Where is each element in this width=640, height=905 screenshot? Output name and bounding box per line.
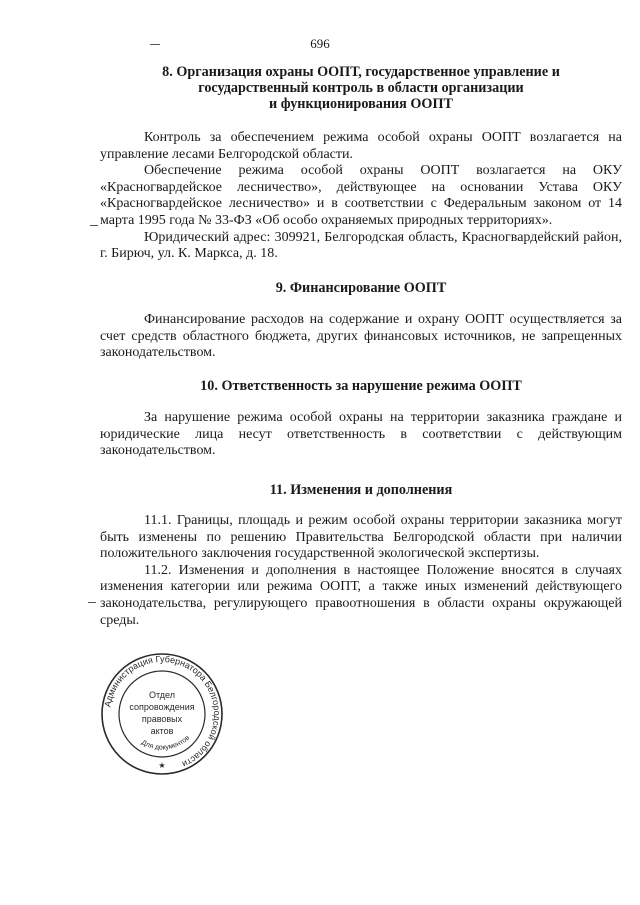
paragraph: За нарушение режима особой охраны на территории заказника граждане и юридические лица несут ответственность в соответствии с действующим законодательством.: [100, 410, 622, 459]
section-9: [100, 280, 622, 296]
scan-mark: [90, 225, 98, 226]
section-10-title: 10. Ответственность за нарушение режима ООПТ: [200, 378, 522, 394]
section-9-body: [100, 312, 622, 362]
section-11-title: 11. Изменения и дополнения: [269, 482, 453, 498]
section-9-title: 9. Финансирование ООПТ: [275, 280, 447, 296]
stamp-bottom-text: Для документов: [140, 734, 192, 752]
section-8-title-line: государственный контроль в области организации: [198, 80, 524, 96]
paragraph: Контроль за обеспечением режима особой охраны ООПТ возлагается на управление лесами Белгородской области.: [100, 130, 622, 162]
section-11-body: [100, 513, 622, 629]
paragraph: Обеспечение режима особой охраны ООПТ возлагается на ОКУ «Красногвардейское лесничество», действующее на основании Устава ОКУ «Красногвардейское лесничество» и в соответствии с Федеральным законом от 14 марта 1995 года № 33-ФЗ «Об особо охраняемых природных территориях».: [100, 163, 622, 228]
stamp-center-line: Отдел: [148, 690, 176, 700]
paragraph: 11.2. Изменения и дополнения в настоящее Положение вносятся в случаях изменения категории или режима ООПТ, а также иных изменений действующего законодательства, регулирующего правоотношения в области охраны окружающей среды.: [100, 562, 622, 628]
paragraph: Финансирование расходов на содержание и охрану ООПТ осуществляется за счет средств областного бюджета, других финансовых источников, не запрещенных законодательством.: [100, 312, 622, 361]
section-10-body: [100, 410, 622, 460]
paragraph: 11.1. Границы, площадь и режим особой охраны территории заказника могут быть изменены по решению Правительства Белгородской области при наличии положительного заключения государственной экологической экспертизы.: [100, 513, 622, 562]
stamp-center-line: актов: [150, 726, 174, 736]
scan-mark: [150, 44, 160, 45]
page-number: 696: [310, 36, 330, 51]
section-8-body: [100, 130, 622, 263]
scan-mark: [88, 602, 96, 603]
section-11: [100, 482, 622, 498]
stamp-center-line: правовых: [141, 714, 183, 724]
stamp-outer-text: Администрация Губернатора Белгородской области: [102, 653, 223, 770]
official-stamp: [100, 652, 224, 776]
stamp-graphic: [100, 652, 224, 776]
section-8-title: [100, 64, 622, 112]
section-8-title-line: 8. Организация охраны ООПТ, государственное управление и: [162, 64, 560, 80]
section-8: [100, 64, 622, 112]
stamp-star-icon: ★: [158, 761, 166, 770]
section-8-title-line: и функционирования ООПТ: [269, 96, 453, 112]
section-10: [100, 378, 622, 394]
stamp-center-line: сопровождения: [129, 702, 195, 712]
paragraph: Юридический адрес: 309921, Белгородская область, Красногвардейский район, г. Бирюч, ул. К. Маркса, д. 18.: [100, 229, 622, 262]
